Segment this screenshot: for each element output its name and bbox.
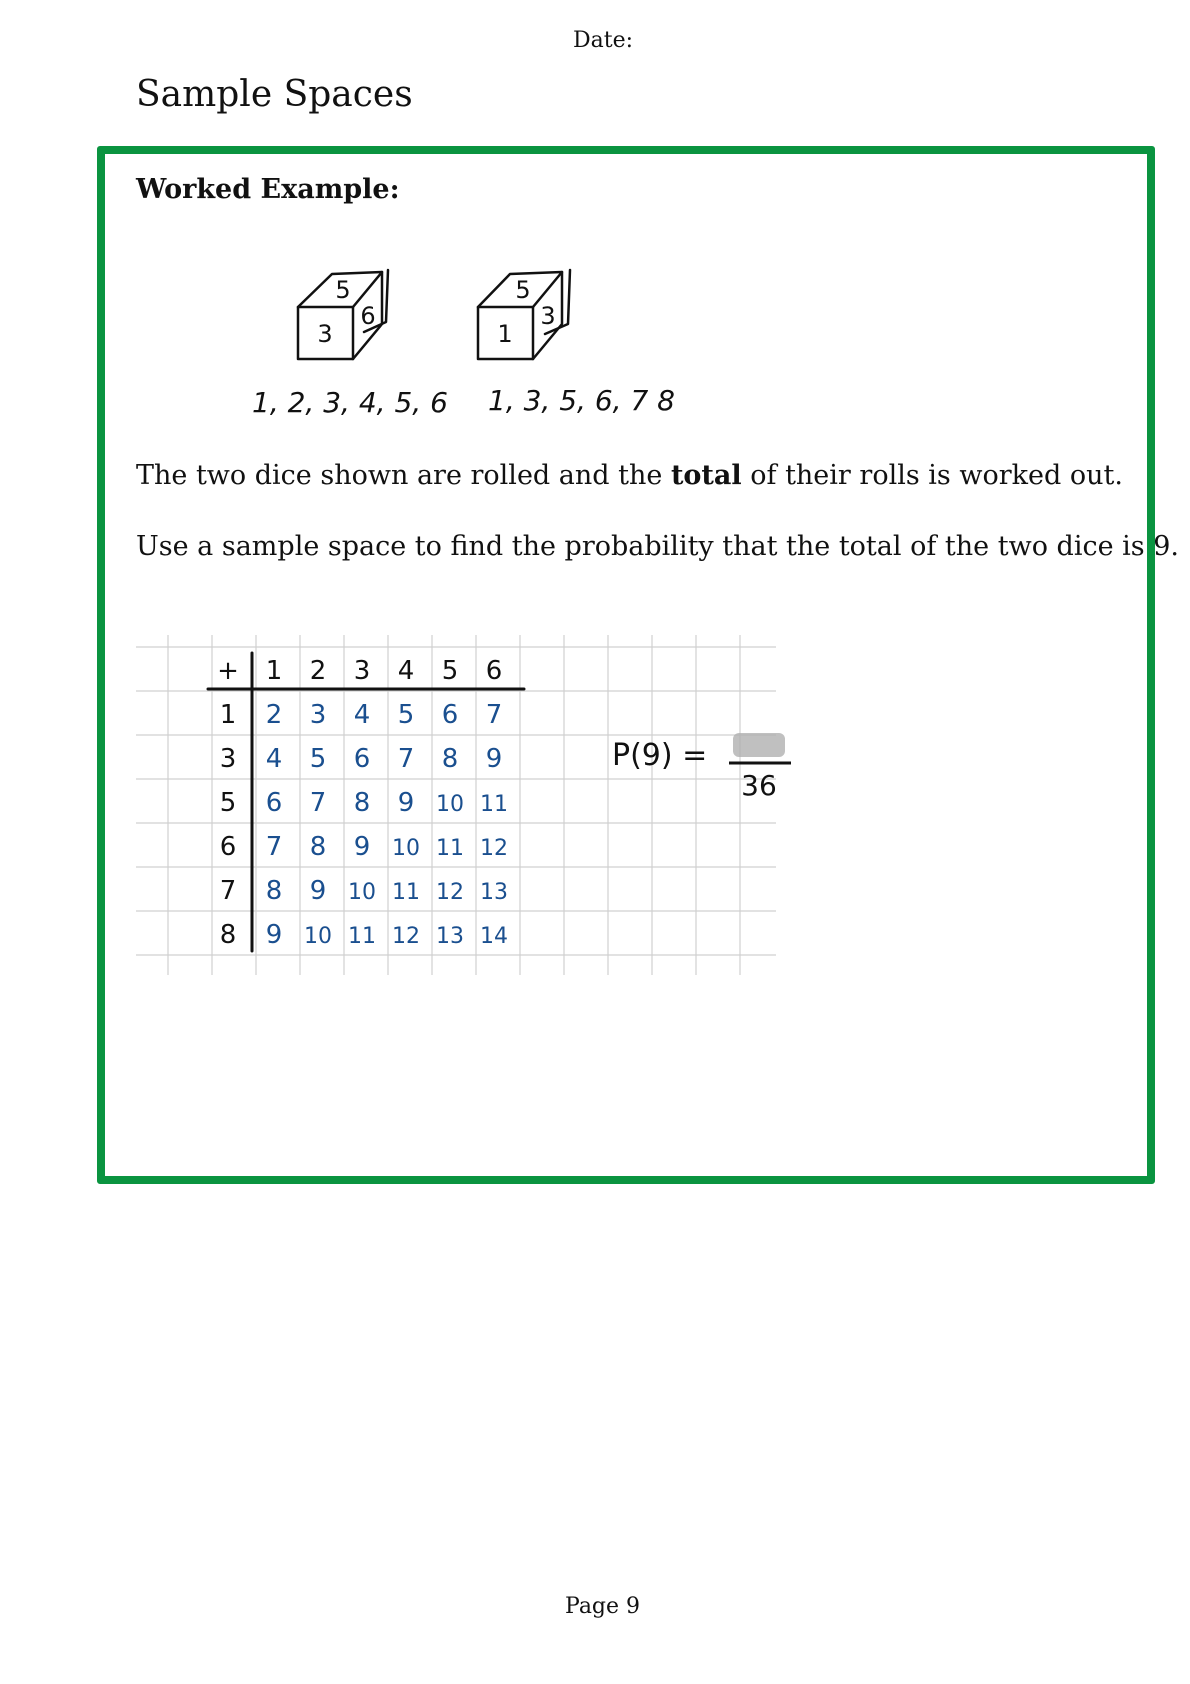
- dice-illustration: [240, 262, 675, 422]
- table-cell: 13: [436, 924, 464, 949]
- table-row-header: 1: [219, 700, 237, 730]
- die-2-front-face: 1: [497, 320, 513, 348]
- table-row-header: 6: [219, 832, 237, 862]
- table-cell: 7: [485, 700, 503, 730]
- table-cell: 4: [265, 744, 283, 774]
- table-cell: 6: [441, 700, 459, 730]
- table-cell: 12: [480, 836, 508, 861]
- table-cell: 13: [480, 880, 508, 905]
- table-cell: 7: [397, 744, 415, 774]
- table-row-header: 8: [219, 920, 237, 950]
- table-cell: 9: [397, 788, 415, 818]
- die-2-faces-list: 1, 3, 5, 6, 7 8: [488, 384, 675, 417]
- table-cell: 7: [265, 832, 283, 862]
- table-cell: 14: [480, 924, 508, 949]
- table-col-header: 2: [309, 656, 327, 686]
- worked-example-heading: Worked Example:: [136, 174, 400, 205]
- table-cell: 8: [265, 876, 283, 906]
- table-corner-plus: +: [217, 656, 239, 686]
- table-row-header: 7: [219, 876, 237, 906]
- table-cell: 6: [353, 744, 371, 774]
- page-number: Page 9: [565, 1594, 641, 1619]
- die-1-side-face: 6: [360, 302, 376, 330]
- para1-bold-total: total: [670, 460, 742, 491]
- table-col-header: 5: [441, 656, 459, 686]
- table-row-header: 3: [219, 744, 237, 774]
- table-col-header: 4: [397, 656, 415, 686]
- table-cell: 9: [353, 832, 371, 862]
- para1-text-after: of their rolls is worked out.: [741, 460, 1123, 491]
- table-cell: 9: [265, 920, 283, 950]
- table-cell: 10: [392, 836, 420, 861]
- table-cell: 11: [436, 836, 464, 861]
- table-cell: 9: [485, 744, 503, 774]
- die-2-side-face: 3: [540, 302, 556, 330]
- die-1-top-face: 5: [335, 276, 351, 304]
- table-cell: 8: [309, 832, 327, 862]
- table-col-header: 3: [353, 656, 371, 686]
- probability-denominator: 36: [741, 769, 777, 802]
- die-1-faces-list: 1, 2, 3, 4, 5, 6: [252, 386, 448, 419]
- table-col-header: 6: [485, 656, 503, 686]
- page-title: Sample Spaces: [136, 74, 413, 115]
- sample-space-grid: [136, 635, 776, 975]
- table-cell: 4: [353, 700, 371, 730]
- table-cell: 7: [309, 788, 327, 818]
- die-2-top-face: 5: [515, 276, 531, 304]
- para1-text-before: The two dice shown are rolled and the: [136, 460, 671, 491]
- table-cell: 11: [348, 924, 376, 949]
- table-cell: 6: [265, 788, 283, 818]
- table-cell: 12: [436, 880, 464, 905]
- table-cell: 9: [309, 876, 327, 906]
- question-paragraph-2: Use a sample space to find the probability that the total of the two dice is 9.: [136, 531, 1179, 562]
- question-paragraph-1: [136, 460, 1123, 491]
- table-cell: 5: [309, 744, 327, 774]
- table-cell: 5: [397, 700, 415, 730]
- table-col-header: 1: [265, 656, 283, 686]
- table-cell: 11: [392, 880, 420, 905]
- table-cell: 3: [309, 700, 327, 730]
- die-1-front-face: 3: [317, 320, 333, 348]
- redacted-numerator: [733, 733, 785, 757]
- date-label: Date:: [573, 28, 634, 53]
- table-cell: 8: [353, 788, 371, 818]
- table-cell: 12: [392, 924, 420, 949]
- probability-label: P(9) =: [612, 738, 708, 773]
- table-cell: 10: [304, 924, 332, 949]
- table-cell: 10: [348, 880, 376, 905]
- table-cell: 8: [441, 744, 459, 774]
- table-cell: 11: [480, 792, 508, 817]
- table-row-header: 5: [219, 788, 237, 818]
- table-cell: 2: [265, 700, 283, 730]
- table-cell: 10: [436, 792, 464, 817]
